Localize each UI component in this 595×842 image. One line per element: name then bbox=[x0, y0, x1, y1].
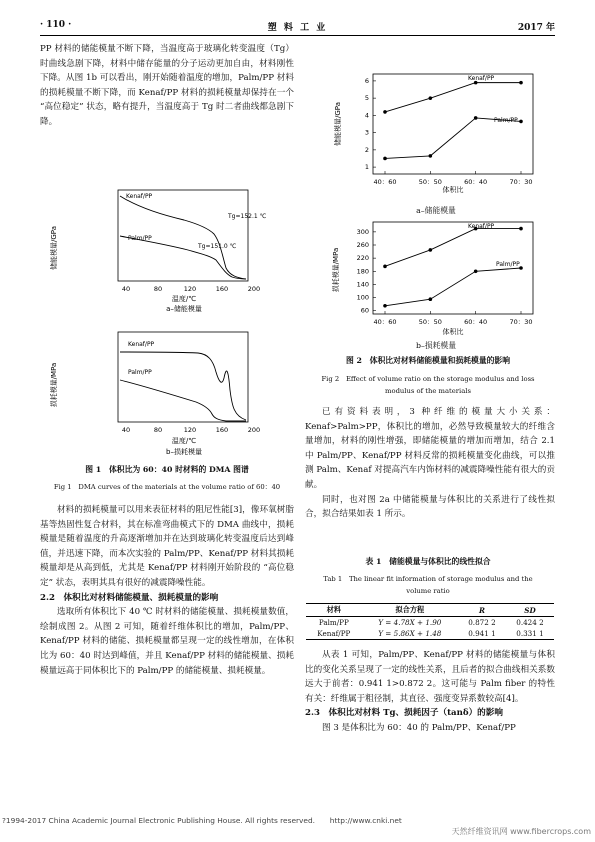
y-tick-label: 260 bbox=[356, 241, 369, 249]
fig1b-xtick: 200 bbox=[247, 426, 261, 434]
fig1b-series1-label: Kenaf/PP bbox=[128, 341, 155, 348]
fig2a-chart bbox=[318, 72, 554, 202]
fig1a-chart bbox=[48, 188, 294, 312]
fig1-caption: 图 1 体积比为 60：40 时材料的 DMA 图谱 bbox=[85, 465, 249, 474]
kenaf-point bbox=[519, 81, 523, 85]
x-tick-label: 50：50 bbox=[418, 178, 442, 186]
fig2b-ylabel: 损耗模量/MPa bbox=[332, 247, 340, 293]
fig1a-tg2-annotation: Tg=151.0 ℃ bbox=[198, 243, 237, 250]
x-tick-label: 60：40 bbox=[464, 318, 488, 326]
y-tick-label: 3 bbox=[364, 128, 369, 137]
table-header: 拟合方程 bbox=[395, 605, 425, 614]
fig2-caption-en-1: Fig 2 Effect of volume ratio on the storage modulus and loss bbox=[321, 375, 535, 383]
kenaf-point bbox=[383, 110, 387, 114]
table-row bbox=[306, 628, 554, 640]
y-tick-label: 180 bbox=[356, 267, 369, 276]
fig2b-xlabel: 体积比 bbox=[442, 328, 464, 336]
fig2-caption-en-2: modulus of the materials bbox=[385, 387, 471, 395]
fig1b-sublabel: b–损耗模量 bbox=[166, 448, 202, 456]
kenaf-point bbox=[429, 248, 433, 252]
kenaf-point bbox=[519, 227, 523, 231]
table-cell: 0.331 1 bbox=[516, 629, 544, 638]
kenaf-point bbox=[383, 265, 387, 269]
header-rule bbox=[40, 35, 555, 36]
palm-point bbox=[383, 304, 387, 308]
y-tick-label: 220 bbox=[356, 254, 369, 263]
palm-point bbox=[474, 116, 478, 120]
table-cell: 0.872 2 bbox=[468, 618, 496, 627]
fig2a-xlabel: 体积比 bbox=[442, 186, 464, 194]
fig1a-sublabel: a–储能模量 bbox=[166, 305, 202, 312]
palm-point bbox=[429, 154, 433, 158]
y-tick-label: 2 bbox=[364, 145, 369, 154]
fig1b-xtick: 80 bbox=[153, 426, 163, 434]
fig1b-palm-line bbox=[120, 380, 246, 421]
fig2b-plot-frame bbox=[373, 222, 533, 314]
fig1b-xlabel: 温度/℃ bbox=[171, 437, 197, 445]
right-body-2: 从表 1 可知，Palm/PP、Kenaf/PP 材料的储能模量与体积比的变化关系呈现了一定的线性关系，且后者的拟合曲线相关系数远大于前者：0.941 1>0.872 2。这可能与 Palm fiber 的特性有关：纤维属于粗径制，其直径、强度变异系数较高[4]。 2.3 体积比对材料 Tg、损耗因子（tanδ）的影响 图 3 是体积比为 60：40 的 Palm/PP、Kenaf/PP bbox=[305, 650, 555, 733]
table-header: 材料 bbox=[326, 605, 342, 614]
fig2a-kenaf-line bbox=[385, 83, 521, 112]
palm-point bbox=[519, 120, 523, 124]
y-tick-label: 140 bbox=[356, 280, 369, 289]
journal-name: 塑 料 工 业 bbox=[267, 23, 328, 33]
fig2b-series2-label: Palm/PP bbox=[496, 261, 520, 268]
fig2-caption: 图 2 体积比对材料储能模量和损耗模量的影响 bbox=[345, 356, 511, 365]
fig1b-ylabel: 损耗模量/MPa bbox=[50, 362, 58, 408]
y-tick-label: 60 bbox=[360, 306, 369, 315]
table-cell: 0.941 1 bbox=[468, 629, 496, 638]
fig2a-series1-label: Kenaf/PP bbox=[468, 75, 495, 82]
fig2a-plot-frame bbox=[373, 74, 533, 174]
y-tick-label: 5 bbox=[364, 94, 369, 103]
x-tick-label: 70：30 bbox=[509, 178, 533, 186]
table-header: R bbox=[478, 605, 485, 615]
table-cell: Y = 5.86X + 1.48 bbox=[378, 629, 442, 638]
page-number: · 110 · bbox=[40, 20, 72, 30]
section-2-2-heading: 2.2 体积比对材料储能模量、损耗模量的影响 bbox=[40, 592, 219, 603]
fig2a-series2-label: Palm/PP bbox=[494, 117, 518, 124]
table-header: SD bbox=[524, 605, 536, 615]
fig1b-kenaf-line bbox=[120, 352, 246, 420]
kenaf-point bbox=[429, 96, 433, 100]
fit-table bbox=[306, 603, 554, 640]
fig1a-series1-label: Kenaf/PP bbox=[126, 193, 153, 200]
fig2b-chart bbox=[318, 220, 554, 338]
fig2a-sublabel: a–储能模量 bbox=[416, 206, 456, 215]
watermark-text: 天然纤维资讯网 www.fibercrops.com bbox=[451, 827, 591, 836]
palm-point bbox=[474, 269, 478, 273]
fig2b-sublabel: b–损耗模量 bbox=[415, 341, 457, 350]
fig2b-palm-line bbox=[385, 268, 521, 306]
table-cell: 0.424 2 bbox=[516, 618, 544, 627]
x-tick-label: 40：60 bbox=[373, 178, 397, 186]
y-tick-label: 1 bbox=[364, 163, 369, 172]
fig1a-xlabel: 温度/℃ bbox=[171, 295, 197, 303]
table-header-row bbox=[306, 604, 554, 617]
fig1-caption-en: Fig 1 DMA curves of the materials at the volume ratio of 60：40 bbox=[53, 483, 281, 491]
copyright-footer: ?1994-2017 China Academic Journal Electronic Publishing House. All rights reserved. http://www.cnki.net bbox=[2, 816, 402, 825]
table-cell: Y = 4.78X + 1.90 bbox=[378, 618, 442, 627]
fig1a-xtick: 160 bbox=[215, 285, 229, 293]
y-tick-label: 4 bbox=[364, 111, 369, 120]
palm-point bbox=[383, 157, 387, 161]
left-paragraph-1: PP 材料的储能模量不断下降，当温度高于玻璃化转变温度（Tg）时曲线急剧下降，材料中储存能量的分子运动更加自由，材料刚性下降。从图 1b 可以看出，刚开始随着温度的增加，Palm/PP 材料的损耗模量不断下降，而 Kenaf/PP 材料的损耗模量却保持在一个 “高位稳定” 状态，略有提升，当温度高于 Tg 时二者曲线都急剧下降。 bbox=[40, 44, 294, 127]
fig1b-xtick: 120 bbox=[183, 426, 197, 434]
fig1a-series2-label: Palm/PP bbox=[128, 235, 152, 242]
x-tick-label: 60：40 bbox=[464, 178, 488, 186]
table-cell: Palm/PP bbox=[318, 618, 349, 627]
right-body-1: 已有资料表明，3 种纤维的模量大小关系：Kenaf>Palm>PP，体积比的增加，必然导致模量较大的纤维含量增加，材料的刚性增强，即储能模量的增加而增加，结合 2.1 中 Palm/PP、Kenaf/PP 材料反常的损耗模量变化曲线，可以推测 Palm、Kenaf 对提高汽车内饰材料的减震降噪性能有很大的贡献。 同时，也对图 2a 中储能模量与体积比的关系进行了线性拟合，拟合结果如表 1 所示。 bbox=[305, 407, 555, 520]
fig2a-palm-line bbox=[385, 118, 521, 159]
fig1b-xtick: 40 bbox=[121, 426, 131, 434]
x-tick-label: 40：60 bbox=[373, 318, 397, 326]
fig2b-series1-label: Kenaf/PP bbox=[468, 223, 495, 230]
fig1a-xtick: 40 bbox=[121, 285, 131, 293]
fig1b-series2-label: Palm/PP bbox=[128, 369, 152, 376]
table1-caption: 表 1 储能模量与体积比的线性拟合 bbox=[365, 557, 491, 566]
fig1b-xtick: 160 bbox=[215, 426, 229, 434]
palm-point bbox=[429, 297, 433, 301]
table1-caption-en-2: volume ratio bbox=[406, 587, 450, 595]
x-tick-label: 50：50 bbox=[418, 318, 442, 326]
y-tick-label: 6 bbox=[364, 76, 369, 85]
table-row bbox=[306, 617, 554, 629]
fig1a-xtick: 200 bbox=[247, 285, 261, 293]
y-tick-label: 100 bbox=[356, 293, 369, 302]
table-cell: Kenaf/PP bbox=[317, 629, 351, 638]
fig1a-tg1-annotation: Tg=152.1 ℃ bbox=[228, 213, 267, 220]
section-2-3-heading: 2.3 体积比对材料 Tg、损耗因子（tanδ）的影响 bbox=[305, 708, 503, 719]
left-body-2: 材料的损耗模量可以用来表征材料的阻尼性能[3]，像环氧树脂基等热固性复合材料，其在标准弯曲模式下的 DMA 曲线中，损耗模量是随着温度的升高逐渐增加并在达到玻璃化转变温度后达到峰值，并迅速下降，而本次实验的 Palm/PP、Kenaf/PP 材料其损耗模量却是从高到低，尤其是 Kenaf/PP 材料刚开始阶段的 “高位稳定” 状态，表明其具有很好的减震降噪性能。 2.2 体积比对材料储能模量、损耗模量的影响 选取所有体积比下 40 ℃ 时材料的储能模量、损耗模量数值，绘制成图 2。从图 2 可知，随着纤维体积比的增加，Palm/PP、Kenaf/PP 材料的储能、损耗模量都呈现一定的线性增加，在体积比为 60：40 时达到峰值，并且 Kenaf/PP 材料的储能模量、损耗模量远高于同体积比下的 Palm/PP 的储能模量、损耗模量。 bbox=[40, 505, 294, 676]
y-tick-label: 300 bbox=[356, 227, 369, 236]
fig1b-chart bbox=[48, 330, 294, 460]
fig2a-ylabel: 储能模量/GPa bbox=[334, 102, 342, 146]
x-tick-label: 70：30 bbox=[509, 318, 533, 326]
fig1a-ylabel: 储能模量/GPa bbox=[50, 226, 58, 270]
issue-year: 2017 年 bbox=[517, 23, 555, 33]
fig1a-xtick: 80 bbox=[153, 285, 163, 293]
table1-caption-en-1: Tab 1 The linear fit information of storage modulus and the bbox=[323, 575, 533, 583]
fig1a-xtick: 120 bbox=[183, 285, 197, 293]
